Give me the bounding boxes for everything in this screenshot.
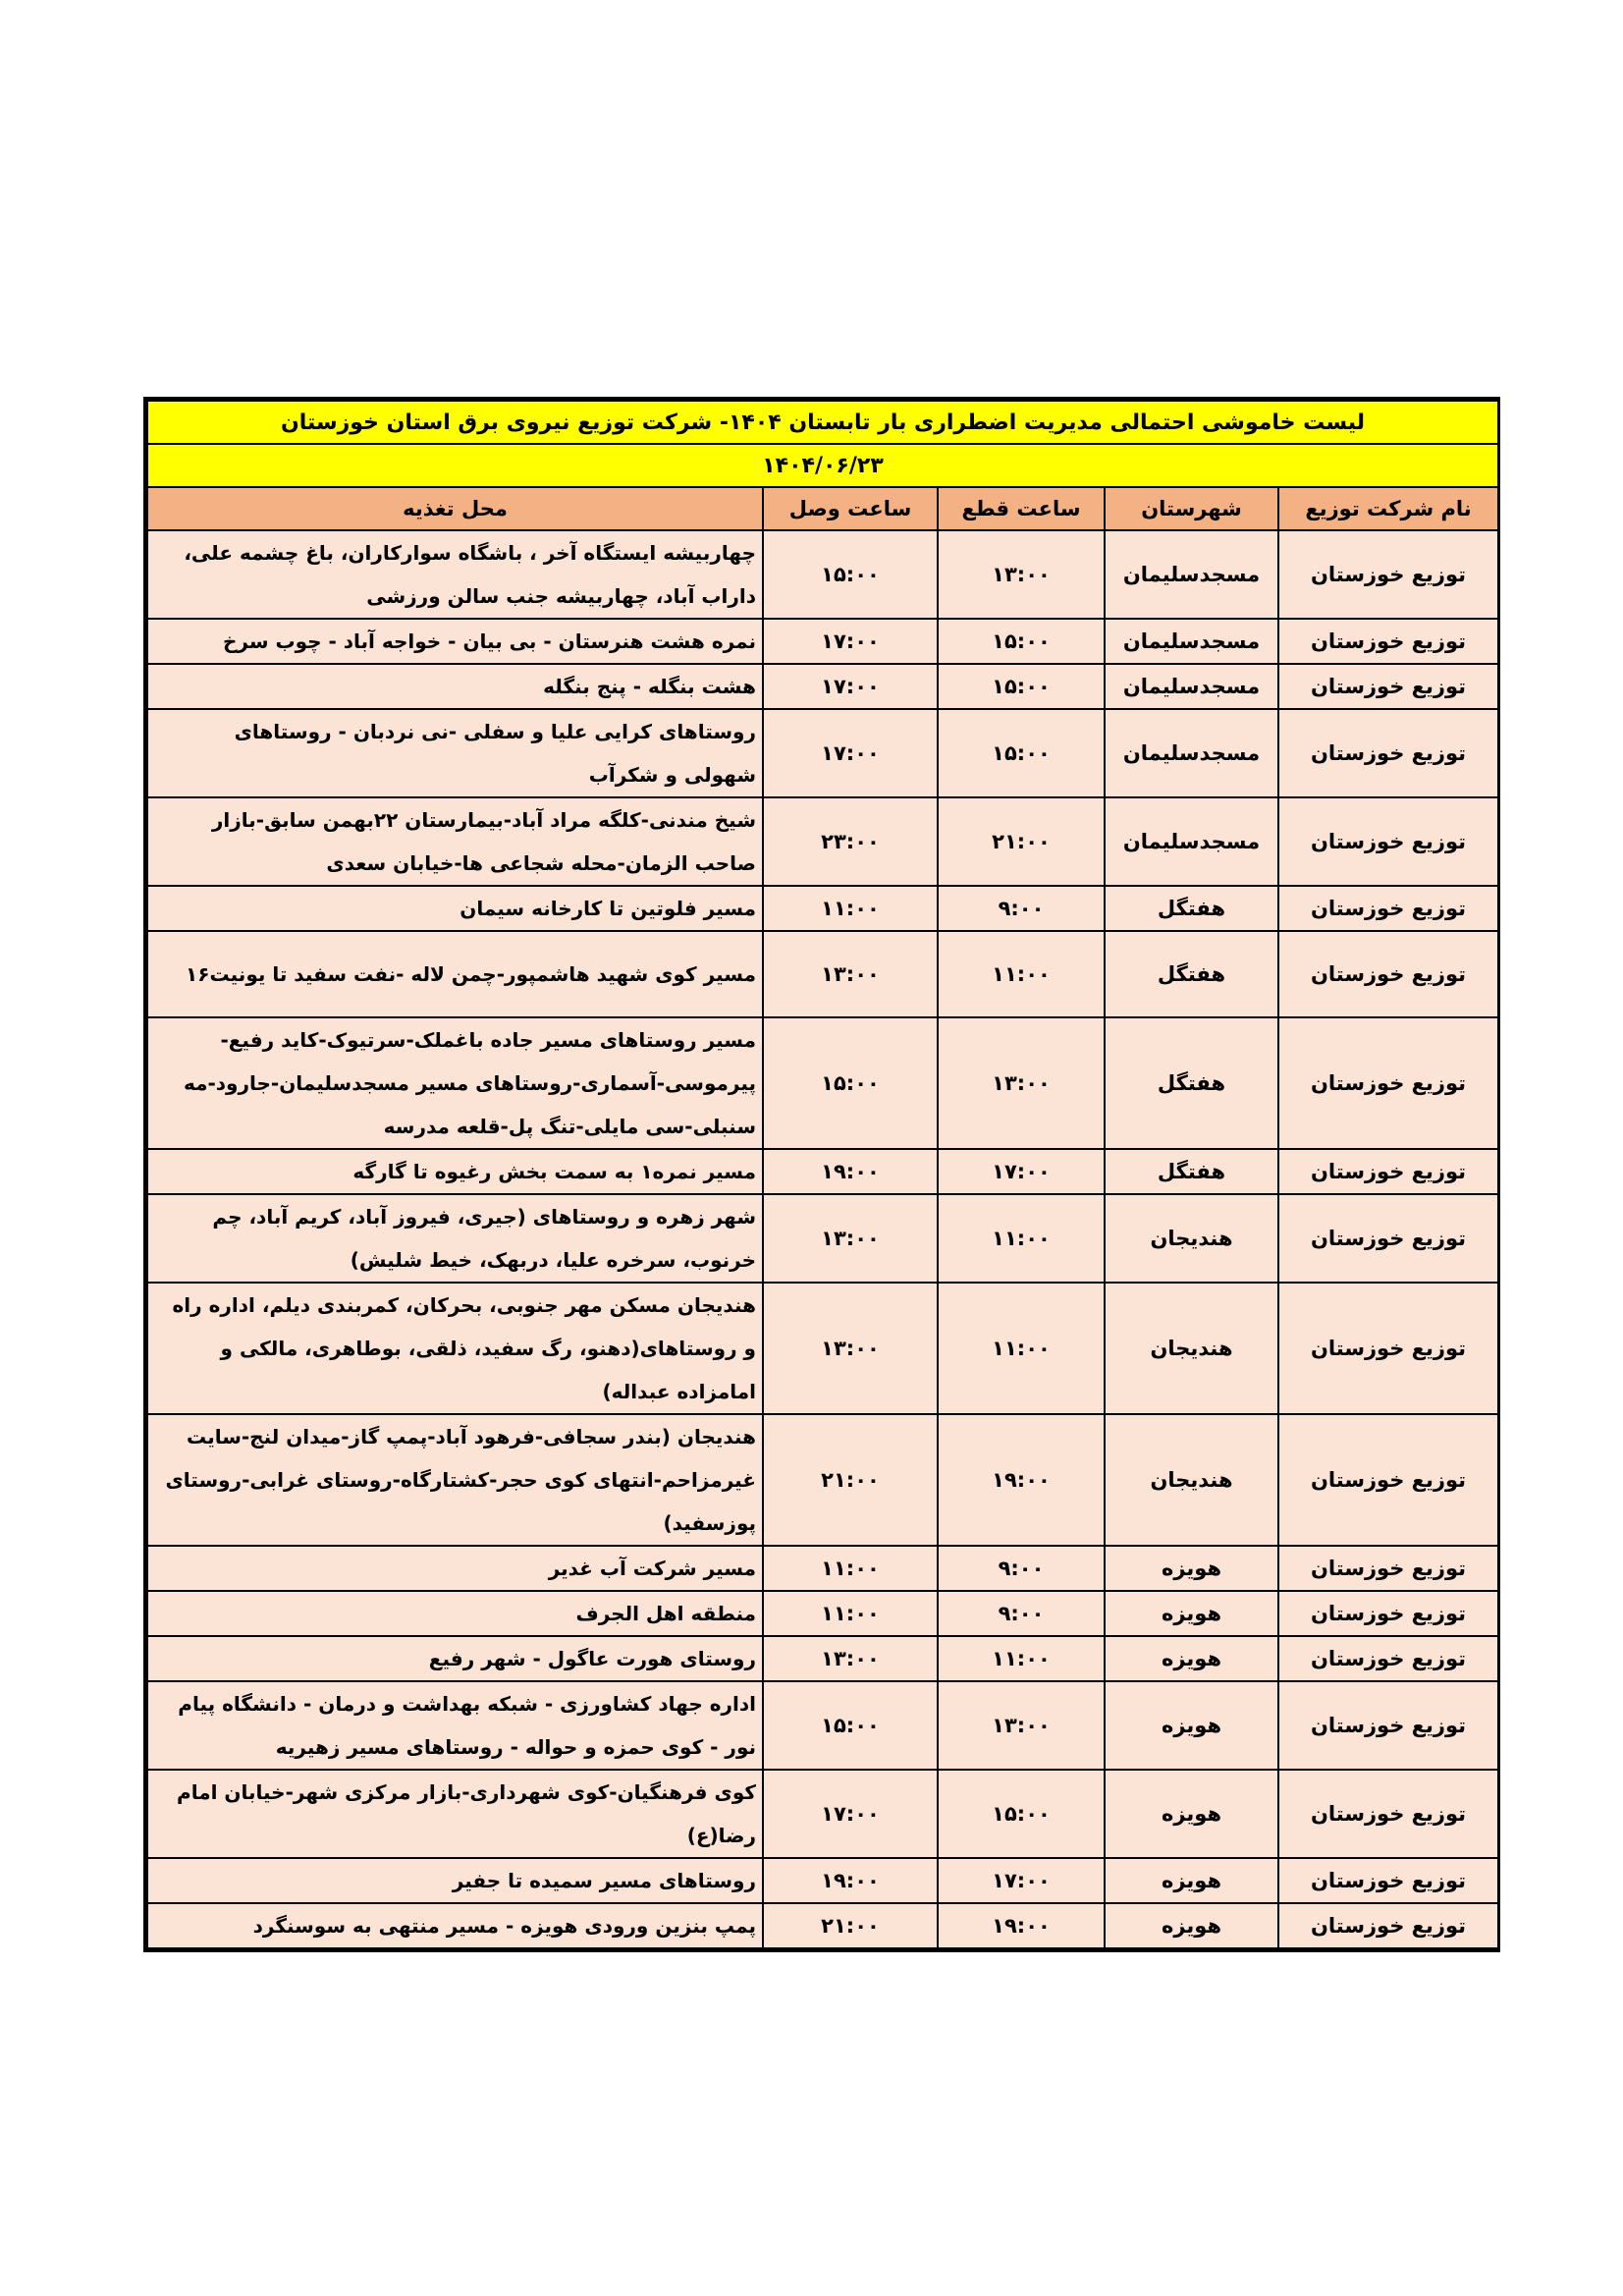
cell-cut-time: ۱۵:۰۰ — [938, 619, 1105, 664]
cell-cut-time: ۱۳:۰۰ — [938, 530, 1105, 619]
cell-cut-time: ۱۳:۰۰ — [938, 1017, 1105, 1149]
cell-company: توزیع خوزستان — [1278, 1194, 1498, 1283]
cell-cut-time: ۹:۰۰ — [938, 1591, 1105, 1636]
cell-reconnect-time: ۱۷:۰۰ — [763, 619, 938, 664]
cell-city: هویزه — [1105, 1903, 1278, 1948]
cell-city: هویزه — [1105, 1636, 1278, 1681]
cell-reconnect-time: ۱۷:۰۰ — [763, 664, 938, 709]
cell-city: هویزه — [1105, 1681, 1278, 1770]
cell-company: توزیع خوزستان — [1278, 1017, 1498, 1149]
cell-reconnect-time: ۲۱:۰۰ — [763, 1903, 938, 1948]
cell-reconnect-time: ۱۵:۰۰ — [763, 530, 938, 619]
table-row — [147, 886, 1498, 931]
table-row — [147, 797, 1498, 886]
cell-city: هفتگل — [1105, 931, 1278, 1017]
cell-company: توزیع خوزستان — [1278, 1858, 1498, 1903]
cell-city: مسجدسلیمان — [1105, 619, 1278, 664]
table-row — [147, 1017, 1498, 1149]
cell-company: توزیع خوزستان — [1278, 619, 1498, 664]
cell-cut-time: ۱۱:۰۰ — [938, 1636, 1105, 1681]
cell-reconnect-time: ۱۳:۰۰ — [763, 1636, 938, 1681]
cell-city: هندیجان — [1105, 1414, 1278, 1546]
cell-reconnect-time: ۱۱:۰۰ — [763, 1546, 938, 1591]
cell-reconnect-time: ۱۳:۰۰ — [763, 1194, 938, 1283]
table-row — [147, 1194, 1498, 1283]
cell-location: منطقه اهل الجرف — [147, 1591, 763, 1636]
cell-cut-time: ۱۵:۰۰ — [938, 709, 1105, 797]
header-cut-time: ساعت قطع — [938, 487, 1105, 530]
table-date: ۱۴۰۴/۰۶/۲۳ — [147, 444, 1498, 487]
table-row — [147, 1681, 1498, 1770]
cell-reconnect-time: ۲۳:۰۰ — [763, 797, 938, 886]
cell-company: توزیع خوزستان — [1278, 530, 1498, 619]
cell-city: هندیجان — [1105, 1283, 1278, 1414]
cell-company: توزیع خوزستان — [1278, 1770, 1498, 1858]
table-row — [147, 619, 1498, 664]
cell-cut-time: ۱۳:۰۰ — [938, 1681, 1105, 1770]
table-row — [147, 1414, 1498, 1546]
table-row — [147, 1591, 1498, 1636]
date-row — [147, 444, 1498, 487]
outage-table-container — [143, 397, 1500, 1952]
title-row — [147, 401, 1498, 444]
cell-location: شیخ مندنی-کلگه مراد آباد-بیمارستان ۲۲بهمن سابق-بازار صاحب الزمان-محله شجاعی ها-خیابان سعدی — [147, 797, 763, 886]
cell-location: پمپ بنزین ورودی هویزه - مسیر منتهی به سوسنگرد — [147, 1903, 763, 1948]
cell-cut-time: ۱۵:۰۰ — [938, 664, 1105, 709]
table-row — [147, 530, 1498, 619]
cell-company: توزیع خوزستان — [1278, 886, 1498, 931]
table-row — [147, 664, 1498, 709]
cell-location: مسیر نمره۱ به سمت بخش رغیوه تا گارگه — [147, 1149, 763, 1194]
cell-city: هویزه — [1105, 1546, 1278, 1591]
table-row — [147, 709, 1498, 797]
cell-location: مسیر فلوتین تا کارخانه سیمان — [147, 886, 763, 931]
cell-cut-time: ۱۹:۰۰ — [938, 1903, 1105, 1948]
cell-location: روستای هورت عاگول - شهر رفیع — [147, 1636, 763, 1681]
cell-company: توزیع خوزستان — [1278, 1546, 1498, 1591]
header-city: شهرستان — [1105, 487, 1278, 530]
table-row — [147, 1149, 1498, 1194]
cell-cut-time: ۱۱:۰۰ — [938, 1194, 1105, 1283]
table-row — [147, 1903, 1498, 1948]
cell-city: مسجدسلیمان — [1105, 797, 1278, 886]
table-row — [147, 931, 1498, 1017]
header-location: محل تغذیه — [147, 487, 763, 530]
cell-company: توزیع خوزستان — [1278, 1414, 1498, 1546]
cell-company: توزیع خوزستان — [1278, 1149, 1498, 1194]
cell-city: هویزه — [1105, 1591, 1278, 1636]
cell-location: مسیر شرکت آب غدیر — [147, 1546, 763, 1591]
cell-cut-time: ۱۹:۰۰ — [938, 1414, 1105, 1546]
cell-cut-time: ۹:۰۰ — [938, 1546, 1105, 1591]
cell-company: توزیع خوزستان — [1278, 1681, 1498, 1770]
cell-location: هشت بنگله - پنج بنگله — [147, 664, 763, 709]
cell-company: توزیع خوزستان — [1278, 931, 1498, 1017]
table-row — [147, 1770, 1498, 1858]
cell-reconnect-time: ۱۳:۰۰ — [763, 931, 938, 1017]
cell-company: توزیع خوزستان — [1278, 1283, 1498, 1414]
cell-location: شهر زهره و روستاهای (جیری، فیروز آباد، کریم آباد، چم خرنوب، سرخره علیا، دربهک، خیط شلیش) — [147, 1194, 763, 1283]
cell-cut-time: ۱۵:۰۰ — [938, 1770, 1105, 1858]
cell-location: مسیر روستاهای مسیر جاده باغملک-سرتیوک-کاید رفیع-پیرموسی-آسماری-روستاهای مسیر مسجدسلیمان-جارود-مه سنبلی-سی مایلی-تنگ پل-قلعه مدرسه — [147, 1017, 763, 1149]
cell-cut-time: ۱۱:۰۰ — [938, 1283, 1105, 1414]
cell-cut-time: ۲۱:۰۰ — [938, 797, 1105, 886]
cell-location: روستاهای کرایی علیا و سفلی -نی نردبان - روستاهای شهولی و شکرآب — [147, 709, 763, 797]
cell-company: توزیع خوزستان — [1278, 664, 1498, 709]
cell-location: چهاربیشه ایستگاه آخر ، باشگاه سوارکاران، باغ چشمه علی، داراب آباد، چهاربیشه جنب سالن ورزشی — [147, 530, 763, 619]
cell-cut-time: ۱۷:۰۰ — [938, 1858, 1105, 1903]
cell-reconnect-time: ۲۱:۰۰ — [763, 1414, 938, 1546]
cell-location: هندیجان (بندر سجافی-فرهود آباد-پمپ گاز-میدان لنج-سایت غیرمزاحم-انتهای کوی حجر-کشتارگاه-روستای غرابی-روستای پوزسفید) — [147, 1414, 763, 1546]
cell-city: مسجدسلیمان — [1105, 530, 1278, 619]
cell-cut-time: ۹:۰۰ — [938, 886, 1105, 931]
cell-location: نمره هشت هنرستان - بی بیان - خواجه آباد - چوب سرخ — [147, 619, 763, 664]
cell-reconnect-time: ۱۵:۰۰ — [763, 1017, 938, 1149]
cell-location: کوی فرهنگیان-کوی شهرداری-بازار مرکزی شهر-خیابان امام رضا(ع) — [147, 1770, 763, 1858]
table-row — [147, 1858, 1498, 1903]
table-row — [147, 1636, 1498, 1681]
cell-reconnect-time: ۱۷:۰۰ — [763, 1770, 938, 1858]
cell-location: روستاهای مسیر سمیده تا جفیر — [147, 1858, 763, 1903]
cell-city: هفتگل — [1105, 886, 1278, 931]
cell-reconnect-time: ۱۳:۰۰ — [763, 1283, 938, 1414]
cell-location: مسیر کوی شهید هاشمپور-چمن لاله -نفت سفید تا یونیت۱۶ — [147, 931, 763, 1017]
cell-city: هفتگل — [1105, 1149, 1278, 1194]
cell-city: مسجدسلیمان — [1105, 664, 1278, 709]
cell-company: توزیع خوزستان — [1278, 797, 1498, 886]
cell-reconnect-time: ۱۱:۰۰ — [763, 886, 938, 931]
cell-location: هندیجان مسکن مهر جنوبی، بحرکان، کمربندی دیلم، اداره راه و روستاهای(دهنو، رگ سفید، ذلقی، بوطاهری، مالکی و امامزاده عبداله) — [147, 1283, 763, 1414]
header-company: نام شرکت توزیع — [1278, 487, 1498, 530]
table-body — [147, 530, 1498, 1948]
table-title: لیست خاموشی احتمالی مدیریت اضطراری بار تابستان ۱۴۰۴- شرکت توزیع نیروی برق استان خوزستان — [147, 401, 1498, 444]
cell-city: هویزه — [1105, 1770, 1278, 1858]
cell-company: توزیع خوزستان — [1278, 1636, 1498, 1681]
cell-city: هفتگل — [1105, 1017, 1278, 1149]
cell-location: اداره جهاد کشاورزی - شبکه بهداشت و درمان - دانشگاه پیام نور - کوی حمزه و حواله - روستاهای مسیر زهیریه — [147, 1681, 763, 1770]
cell-company: توزیع خوزستان — [1278, 1903, 1498, 1948]
table-row — [147, 1546, 1498, 1591]
cell-reconnect-time: ۱۷:۰۰ — [763, 709, 938, 797]
table-row — [147, 1283, 1498, 1414]
header-row — [147, 487, 1498, 530]
header-reconnect-time: ساعت وصل — [763, 487, 938, 530]
cell-reconnect-time: ۱۱:۰۰ — [763, 1591, 938, 1636]
outage-table — [146, 400, 1499, 1949]
cell-reconnect-time: ۱۵:۰۰ — [763, 1681, 938, 1770]
cell-city: هویزه — [1105, 1858, 1278, 1903]
cell-reconnect-time: ۱۹:۰۰ — [763, 1149, 938, 1194]
cell-city: مسجدسلیمان — [1105, 709, 1278, 797]
cell-company: توزیع خوزستان — [1278, 1591, 1498, 1636]
cell-city: هندیجان — [1105, 1194, 1278, 1283]
cell-cut-time: ۱۷:۰۰ — [938, 1149, 1105, 1194]
cell-cut-time: ۱۱:۰۰ — [938, 931, 1105, 1017]
cell-company: توزیع خوزستان — [1278, 709, 1498, 797]
cell-reconnect-time: ۱۹:۰۰ — [763, 1858, 938, 1903]
